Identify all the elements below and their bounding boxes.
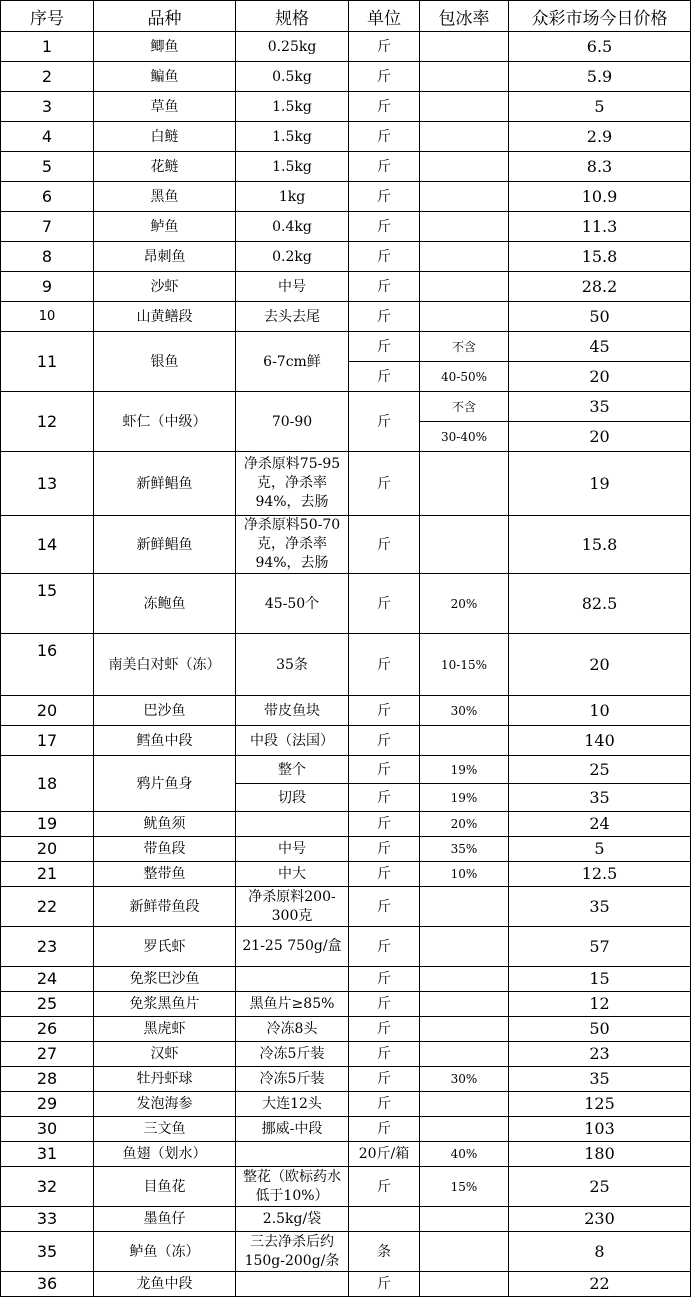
cell-unit: 斤 <box>349 837 420 862</box>
cell-spec: 1.5kg <box>236 152 349 182</box>
cell-unit: 斤 <box>349 726 420 756</box>
cell-spec: 冷冻5斤装 <box>236 1042 349 1067</box>
cell-price: 230 <box>509 1207 691 1232</box>
table-row <box>1 272 691 302</box>
cell-price: 25 <box>509 1167 691 1207</box>
cell-unit: 20斤/箱 <box>349 1142 420 1167</box>
cell-unit: 斤 <box>349 992 420 1017</box>
cell-ice: 10% <box>420 862 509 887</box>
cell-name: 花鲢 <box>94 152 236 182</box>
cell-unit: 斤 <box>349 92 420 122</box>
cell-unit: 斤 <box>349 362 420 392</box>
cell-price: 180 <box>509 1142 691 1167</box>
cell-unit: 斤 <box>349 756 420 784</box>
cell-ice <box>420 516 509 574</box>
cell-ice: 10-15% <box>420 634 509 696</box>
cell-spec <box>236 1272 349 1297</box>
table-row <box>1 1142 691 1167</box>
cell-name: 虾仁（中级） <box>94 392 236 452</box>
cell-price: 12.5 <box>509 862 691 887</box>
cell-price: 11.3 <box>509 212 691 242</box>
cell-name: 沙虾 <box>94 272 236 302</box>
cell-spec: 0.5kg <box>236 62 349 92</box>
cell-name: 鲈鱼 <box>94 212 236 242</box>
cell-ice <box>420 927 509 967</box>
cell-no: 5 <box>1 152 94 182</box>
cell-ice <box>420 1272 509 1297</box>
cell-no: 21 <box>1 862 94 887</box>
cell-spec: 0.25kg <box>236 32 349 62</box>
cell-no: 4 <box>1 122 94 152</box>
table-row <box>1 302 691 332</box>
cell-spec: 中大 <box>236 862 349 887</box>
table-row <box>1 152 691 182</box>
cell-price: 6.5 <box>509 32 691 62</box>
cell-unit: 斤 <box>349 302 420 332</box>
cell-name: 发泡海参 <box>94 1092 236 1117</box>
header-no: 序号 <box>1 1 94 32</box>
cell-price: 50 <box>509 302 691 332</box>
cell-name: 鱼翅（划水） <box>94 1142 236 1167</box>
cell-name: 龙鱼中段 <box>94 1272 236 1297</box>
cell-ice <box>420 242 509 272</box>
table-row <box>1 1017 691 1042</box>
cell-no: 23 <box>1 927 94 967</box>
cell-price: 140 <box>509 726 691 756</box>
table-row <box>1 812 691 837</box>
cell-name: 鳊鱼 <box>94 62 236 92</box>
cell-price: 125 <box>509 1092 691 1117</box>
cell-name: 汉虾 <box>94 1042 236 1067</box>
cell-no: 10 <box>1 302 94 332</box>
table-row <box>1 452 691 516</box>
cell-no: 28 <box>1 1067 94 1092</box>
cell-name: 昂刺鱼 <box>94 242 236 272</box>
cell-spec: 6-7cm鲜 <box>236 332 349 392</box>
cell-ice <box>420 1117 509 1142</box>
cell-no: 7 <box>1 212 94 242</box>
cell-no: 16 <box>1 634 94 696</box>
cell-spec: 净杀原料50-70克，净杀率94%，去肠 <box>236 516 349 574</box>
cell-no: 3 <box>1 92 94 122</box>
cell-no: 2 <box>1 62 94 92</box>
cell-no: 25 <box>1 992 94 1017</box>
cell-ice: 不含 <box>420 392 509 422</box>
cell-name: 三文鱼 <box>94 1117 236 1142</box>
cell-name: 黑鱼 <box>94 182 236 212</box>
table-row <box>1 1092 691 1117</box>
cell-name: 墨鱼仔 <box>94 1207 236 1232</box>
cell-ice <box>420 726 509 756</box>
cell-no: 15 <box>1 574 94 634</box>
cell-unit: 斤 <box>349 1042 420 1067</box>
cell-spec: 35条 <box>236 634 349 696</box>
cell-unit: 斤 <box>349 62 420 92</box>
cell-no: 8 <box>1 242 94 272</box>
cell-unit: 斤 <box>349 516 420 574</box>
cell-price: 24 <box>509 812 691 837</box>
cell-no: 33 <box>1 1207 94 1232</box>
cell-ice <box>420 1092 509 1117</box>
cell-spec: 带皮鱼块 <box>236 696 349 726</box>
cell-ice <box>420 967 509 992</box>
cell-ice <box>420 452 509 516</box>
cell-price: 45 <box>509 332 691 362</box>
cell-price: 8.3 <box>509 152 691 182</box>
cell-unit: 斤 <box>349 32 420 62</box>
table-row <box>1 967 691 992</box>
header-row <box>1 1 691 32</box>
table-row <box>1 1067 691 1092</box>
cell-name: 黑虎虾 <box>94 1017 236 1042</box>
cell-ice: 20% <box>420 574 509 634</box>
cell-price: 15.8 <box>509 242 691 272</box>
cell-unit: 斤 <box>349 392 420 452</box>
cell-no: 17 <box>1 726 94 756</box>
cell-price: 57 <box>509 927 691 967</box>
cell-price: 50 <box>509 1017 691 1042</box>
cell-ice <box>420 1017 509 1042</box>
cell-spec: 1.5kg <box>236 92 349 122</box>
cell-name: 冻鲍鱼 <box>94 574 236 634</box>
cell-unit: 斤 <box>349 1017 420 1042</box>
cell-name: 带鱼段 <box>94 837 236 862</box>
table-row <box>1 182 691 212</box>
cell-no: 22 <box>1 887 94 927</box>
table-row <box>1 1207 691 1232</box>
cell-price: 35 <box>509 887 691 927</box>
cell-no: 32 <box>1 1167 94 1207</box>
cell-spec <box>236 1142 349 1167</box>
cell-no: 14 <box>1 516 94 574</box>
cell-name: 目鱼花 <box>94 1167 236 1207</box>
header-name: 品种 <box>94 1 236 32</box>
cell-unit: 斤 <box>349 696 420 726</box>
cell-price: 28.2 <box>509 272 691 302</box>
cell-price: 25 <box>509 756 691 784</box>
cell-no: 24 <box>1 967 94 992</box>
cell-price: 35 <box>509 1067 691 1092</box>
cell-price: 22 <box>509 1272 691 1297</box>
cell-name: 山黄鳝段 <box>94 302 236 332</box>
cell-price: 2.9 <box>509 122 691 152</box>
cell-spec: 0.4kg <box>236 212 349 242</box>
cell-price: 19 <box>509 452 691 516</box>
table-row <box>1 726 691 756</box>
cell-name: 鸦片鱼身 <box>94 756 236 812</box>
cell-price: 12 <box>509 992 691 1017</box>
cell-spec: 21-25 750g/盒 <box>236 927 349 967</box>
cell-no: 26 <box>1 1017 94 1042</box>
cell-name: 鱿鱼须 <box>94 812 236 837</box>
cell-ice: 19% <box>420 784 509 812</box>
cell-spec: 整花（欧标药水低于10%） <box>236 1167 349 1207</box>
cell-no: 1 <box>1 32 94 62</box>
cell-spec: 整个 <box>236 756 349 784</box>
table-row <box>1 887 691 927</box>
cell-ice <box>420 1042 509 1067</box>
cell-name: 鲈鱼（冻） <box>94 1232 236 1272</box>
cell-name: 鲫鱼 <box>94 32 236 62</box>
cell-name: 新鲜带鱼段 <box>94 887 236 927</box>
cell-unit: 斤 <box>349 862 420 887</box>
cell-price: 82.5 <box>509 574 691 634</box>
cell-spec: 三去净杀后约150g-200g/条 <box>236 1232 349 1272</box>
cell-ice: 40% <box>420 1142 509 1167</box>
cell-ice <box>420 152 509 182</box>
cell-spec: 0.2kg <box>236 242 349 272</box>
cell-no: 31 <box>1 1142 94 1167</box>
cell-name: 草鱼 <box>94 92 236 122</box>
table-row <box>1 1232 691 1272</box>
cell-name: 巴沙鱼 <box>94 696 236 726</box>
header-spec: 规格 <box>236 1 349 32</box>
cell-no: 19 <box>1 812 94 837</box>
cell-unit: 斤 <box>349 927 420 967</box>
cell-ice: 30-40% <box>420 422 509 452</box>
cell-unit: 斤 <box>349 152 420 182</box>
cell-price: 5.9 <box>509 62 691 92</box>
cell-ice <box>420 32 509 62</box>
table-row <box>1 1042 691 1067</box>
cell-unit: 斤 <box>349 332 420 362</box>
cell-price: 5 <box>509 837 691 862</box>
cell-no: 6 <box>1 182 94 212</box>
cell-name: 新鲜鲳鱼 <box>94 452 236 516</box>
cell-spec: 中号 <box>236 272 349 302</box>
cell-price: 103 <box>509 1117 691 1142</box>
cell-price: 20 <box>509 634 691 696</box>
cell-name: 南美白对虾（冻） <box>94 634 236 696</box>
cell-spec: 冷冻8头 <box>236 1017 349 1042</box>
cell-no: 27 <box>1 1042 94 1067</box>
table-row <box>1 62 691 92</box>
table-row <box>1 516 691 574</box>
cell-name: 银鱼 <box>94 332 236 392</box>
cell-spec <box>236 812 349 837</box>
cell-unit <box>349 1207 420 1232</box>
cell-ice: 30% <box>420 1067 509 1092</box>
cell-spec: 去头去尾 <box>236 302 349 332</box>
cell-no: 20 <box>1 837 94 862</box>
table-row <box>1 92 691 122</box>
cell-unit: 斤 <box>349 1067 420 1092</box>
cell-name: 免浆巴沙鱼 <box>94 967 236 992</box>
cell-no: 18 <box>1 756 94 812</box>
cell-ice: 19% <box>420 756 509 784</box>
header-unit: 单位 <box>349 1 420 32</box>
table-row <box>1 574 691 634</box>
cell-spec: 中段（法国） <box>236 726 349 756</box>
table-row <box>1 756 691 784</box>
cell-ice <box>420 92 509 122</box>
table-row <box>1 927 691 967</box>
cell-unit: 斤 <box>349 242 420 272</box>
cell-unit: 斤 <box>349 784 420 812</box>
table-row <box>1 242 691 272</box>
cell-no: 9 <box>1 272 94 302</box>
table-row <box>1 1117 691 1142</box>
cell-no: 36 <box>1 1272 94 1297</box>
cell-spec: 冷冻5斤装 <box>236 1067 349 1092</box>
cell-ice <box>420 1207 509 1232</box>
cell-ice: 35% <box>420 837 509 862</box>
cell-unit: 斤 <box>349 574 420 634</box>
cell-price: 15 <box>509 967 691 992</box>
cell-spec: 70-90 <box>236 392 349 452</box>
cell-ice: 20% <box>420 812 509 837</box>
header-price: 众彩市场今日价格 <box>509 1 691 32</box>
cell-unit: 斤 <box>349 1272 420 1297</box>
cell-price: 10 <box>509 696 691 726</box>
cell-price: 5 <box>509 92 691 122</box>
cell-unit: 斤 <box>349 967 420 992</box>
cell-no: 20 <box>1 696 94 726</box>
cell-spec: 净杀原料75-95克，净杀率94%，去肠 <box>236 452 349 516</box>
cell-ice: 15% <box>420 1167 509 1207</box>
cell-ice <box>420 182 509 212</box>
cell-unit: 斤 <box>349 272 420 302</box>
cell-ice <box>420 272 509 302</box>
cell-name: 新鲜鲳鱼 <box>94 516 236 574</box>
cell-no: 29 <box>1 1092 94 1117</box>
cell-unit: 斤 <box>349 212 420 242</box>
cell-ice: 40-50% <box>420 362 509 392</box>
cell-name: 免浆黑鱼片 <box>94 992 236 1017</box>
cell-spec: 1kg <box>236 182 349 212</box>
cell-unit: 斤 <box>349 1092 420 1117</box>
cell-spec: 1.5kg <box>236 122 349 152</box>
cell-spec: 大连12头 <box>236 1092 349 1117</box>
table-row <box>1 332 691 362</box>
cell-price: 35 <box>509 784 691 812</box>
cell-ice <box>420 122 509 152</box>
cell-unit: 斤 <box>349 812 420 837</box>
cell-price: 15.8 <box>509 516 691 574</box>
cell-price: 8 <box>509 1232 691 1272</box>
cell-price: 23 <box>509 1042 691 1067</box>
table-row <box>1 32 691 62</box>
cell-no: 30 <box>1 1117 94 1142</box>
cell-price: 10.9 <box>509 182 691 212</box>
cell-name: 牡丹虾球 <box>94 1067 236 1092</box>
cell-ice <box>420 992 509 1017</box>
cell-name: 整带鱼 <box>94 862 236 887</box>
cell-spec: 中号 <box>236 837 349 862</box>
table-row <box>1 1167 691 1207</box>
cell-ice: 不含 <box>420 332 509 362</box>
cell-ice <box>420 887 509 927</box>
cell-ice <box>420 302 509 332</box>
table-row <box>1 212 691 242</box>
cell-spec: 2.5kg/袋 <box>236 1207 349 1232</box>
cell-ice <box>420 62 509 92</box>
table-row <box>1 1272 691 1297</box>
cell-no: 12 <box>1 392 94 452</box>
cell-unit: 条 <box>349 1232 420 1272</box>
cell-ice <box>420 1232 509 1272</box>
cell-ice: 30% <box>420 696 509 726</box>
cell-spec: 切段 <box>236 784 349 812</box>
cell-price: 20 <box>509 362 691 392</box>
table-row <box>1 862 691 887</box>
table-row <box>1 392 691 422</box>
cell-ice <box>420 212 509 242</box>
cell-name: 罗氏虾 <box>94 927 236 967</box>
cell-unit: 斤 <box>349 1117 420 1142</box>
cell-no: 13 <box>1 452 94 516</box>
table-row <box>1 992 691 1017</box>
cell-name: 白鲢 <box>94 122 236 152</box>
table-row <box>1 837 691 862</box>
cell-unit: 斤 <box>349 122 420 152</box>
cell-name: 鳕鱼中段 <box>94 726 236 756</box>
cell-price: 35 <box>509 392 691 422</box>
header-ice-rate: 包冰率 <box>420 1 509 32</box>
cell-no: 35 <box>1 1232 94 1272</box>
cell-unit: 斤 <box>349 634 420 696</box>
cell-unit: 斤 <box>349 182 420 212</box>
table-row <box>1 696 691 726</box>
table-row <box>1 122 691 152</box>
cell-unit: 斤 <box>349 452 420 516</box>
cell-no: 11 <box>1 332 94 392</box>
cell-spec: 黑鱼片≥85% <box>236 992 349 1017</box>
cell-unit: 斤 <box>349 887 420 927</box>
cell-spec: 45-50个 <box>236 574 349 634</box>
table-row <box>1 634 691 696</box>
cell-spec: 净杀原料200-300克 <box>236 887 349 927</box>
cell-unit: 斤 <box>349 1167 420 1207</box>
cell-spec: 挪威-中段 <box>236 1117 349 1142</box>
cell-spec <box>236 967 349 992</box>
cell-price: 20 <box>509 422 691 452</box>
